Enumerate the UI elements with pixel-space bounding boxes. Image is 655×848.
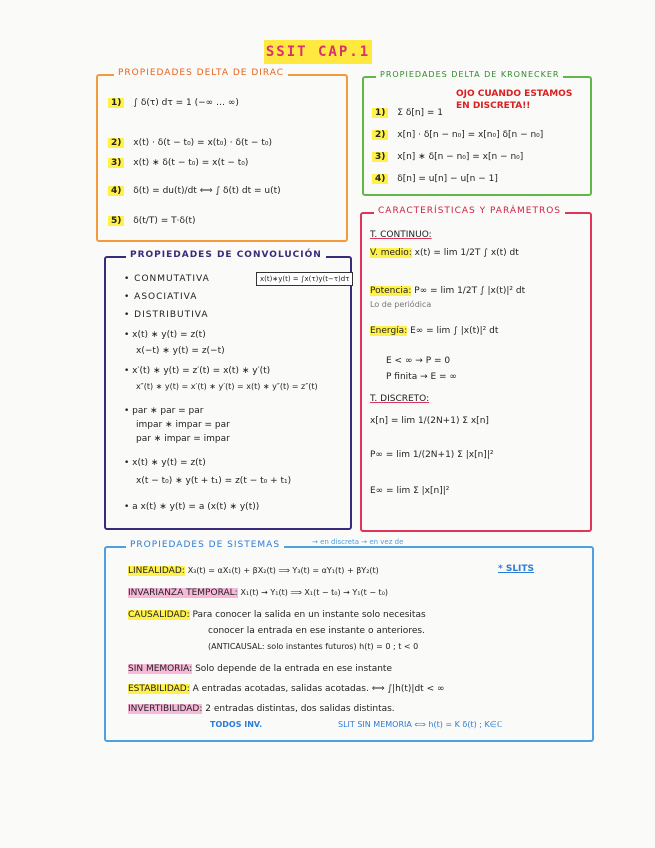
sistemas-heading: PROPIEDADES DE SISTEMAS: [126, 540, 284, 550]
kronecker-note: OJO CUANDO ESTAMOS EN DISCRETA!!: [456, 89, 573, 111]
rule-1: E < ∞ → P = 0: [386, 356, 451, 366]
dirac-heading: PROPIEDADES DELTA DE DIRAC: [114, 68, 288, 78]
convolution-formula: x(t)∗y(t) = ∫x(τ)y(t−τ)dτ: [256, 272, 353, 286]
causalidad-row-3: (ANTICAUSAL: solo instantes futuros) h(t) = 0 ; t < 0: [208, 642, 419, 651]
sistemas-heading-note: → en discreta → en vez de: [312, 538, 404, 546]
conv-line-10: • a x(t) ∗ y(t) = a (x(t) ∗ y(t)): [124, 502, 260, 512]
conv-line-8: • x(t) ∗ y(t) = z(t): [124, 458, 206, 468]
conv-line-6: impar ∗ impar = par: [136, 420, 230, 430]
conv-bullet-3: • DISTRIBUTIVA: [124, 310, 209, 320]
dirac-item-1: 1) ∫ δ(τ) dτ = 1 (−∞ … ∞): [108, 98, 239, 108]
dirac-item-5: 5) δ(t/T) = T·δ(t): [108, 216, 196, 226]
discreto-label: T. DISCRETO:: [370, 394, 430, 404]
invertibilidad-row: INVERTIBILIDAD: 2 entradas distintas, dos salidas distintas.: [128, 704, 395, 714]
convolucion-box: [104, 250, 352, 530]
kronecker-heading: PROPIEDADES DELTA DE KRONECKER: [376, 70, 563, 79]
causalidad-row: CAUSALIDAD: Para conocer la salida en un instante solo necesitas: [128, 610, 426, 620]
footer-left: TODOS INV.: [210, 720, 263, 729]
conv-bullet-2: • ASOCIATIVA: [124, 292, 198, 302]
energia: Energía: E∞ = lim ∫ |x(t)|² dt: [370, 326, 499, 336]
conv-line-2: x(−t) ∗ y(t) = z(−t): [136, 346, 225, 356]
estabilidad-row: ESTABILIDAD: A entradas acotadas, salidas acotadas. ⟺ ∫|h(t)|dt < ∞: [128, 684, 445, 694]
linealidad-row: LINEALIDAD: X₃(t) = αX₁(t) + βX₂(t) ⟹ Y₃(t) = αY₁(t) + βY₂(t): [128, 566, 379, 576]
conv-line-3: • x′(t) ∗ y(t) = z′(t) = x(t) ∗ y′(t): [124, 366, 271, 376]
conv-bullet-1: • CONMUTATIVA: [124, 274, 210, 284]
kronecker-item-3: 3) x[n] ∗ δ[n − n₀] = x[n − n₀]: [372, 152, 523, 162]
caracteristicas-heading: CARACTERÍSTICAS Y PARÁMETROS: [374, 206, 565, 216]
footer-right: SLIT SIN MEMORIA ⟺ h(t) = K δ(t) ; K∈ℂ: [338, 720, 503, 729]
kronecker-item-4: 4) δ[n] = u[n] − u[n − 1]: [372, 174, 498, 184]
conv-line-5: • par ∗ par = par: [124, 406, 204, 416]
conv-line-7: par ∗ impar = impar: [136, 434, 230, 444]
convolucion-heading: PROPIEDADES DE CONVOLUCIÓN: [126, 250, 326, 260]
potencia-note: Lo de periódica: [370, 300, 432, 309]
potencia: Potencia: P∞ = lim 1/2T ∫ |x(t)|² dt: [370, 286, 526, 296]
sistemas-box: [104, 538, 594, 742]
caracteristicas-box: [360, 206, 592, 532]
kronecker-item-1: 1) Σ δ[n] = 1: [372, 108, 443, 118]
discreto-potencia: P∞ = lim 1/(2N+1) Σ |x[n]|²: [370, 450, 494, 460]
page-title: SSIT CAP.1: [264, 40, 372, 64]
invarianza-row: INVARIANZA TEMPORAL: X₁(t) → Y₁(t) ⟹ X₁(t − t₀) → Y₁(t − t₀): [128, 588, 389, 598]
conv-line-4: x″(t) ∗ y(t) = x′(t) ∗ y′(t) = x(t) ∗ y″(t) = z″(t): [136, 382, 318, 391]
dirac-box: [96, 68, 348, 242]
conv-line-9: x(t − t₀) ∗ y(t + t₁) = z(t − t₀ + t₁): [136, 476, 292, 486]
v-medio: V. medio: x(t) = lim 1/2T ∫ x(t) dt: [370, 248, 519, 258]
rule-2: P finita → E = ∞: [386, 372, 457, 382]
continuo-label: T. CONTINUO:: [370, 230, 432, 240]
slits-note: * SLITS: [498, 564, 535, 574]
discreto-media: x[n] = lim 1/(2N+1) Σ x[n]: [370, 416, 489, 426]
sin-memoria-row: SIN MEMORIA: Solo depende de la entrada en ese instante: [128, 664, 392, 674]
causalidad-row-2: conocer la entrada en ese instante o anteriores.: [208, 626, 425, 636]
kronecker-box: [362, 70, 592, 196]
dirac-item-3: 3) x(t) ∗ δ(t − t₀) = x(t − t₀): [108, 158, 248, 168]
kronecker-item-2: 2) x[n] · δ[n − n₀] = x[n₀] δ[n − n₀]: [372, 130, 543, 140]
dirac-item-2: 2) x(t) · δ(t − t₀) = x(t₀) · δ(t − t₀): [108, 138, 272, 148]
dirac-item-4: 4) δ(t) = du(t)/dt ⟺ ∫ δ(t) dt = u(t): [108, 186, 281, 196]
discreto-energia: E∞ = lim Σ |x[n]|²: [370, 486, 450, 496]
conv-line-1: • x(t) ∗ y(t) = z(t): [124, 330, 206, 340]
